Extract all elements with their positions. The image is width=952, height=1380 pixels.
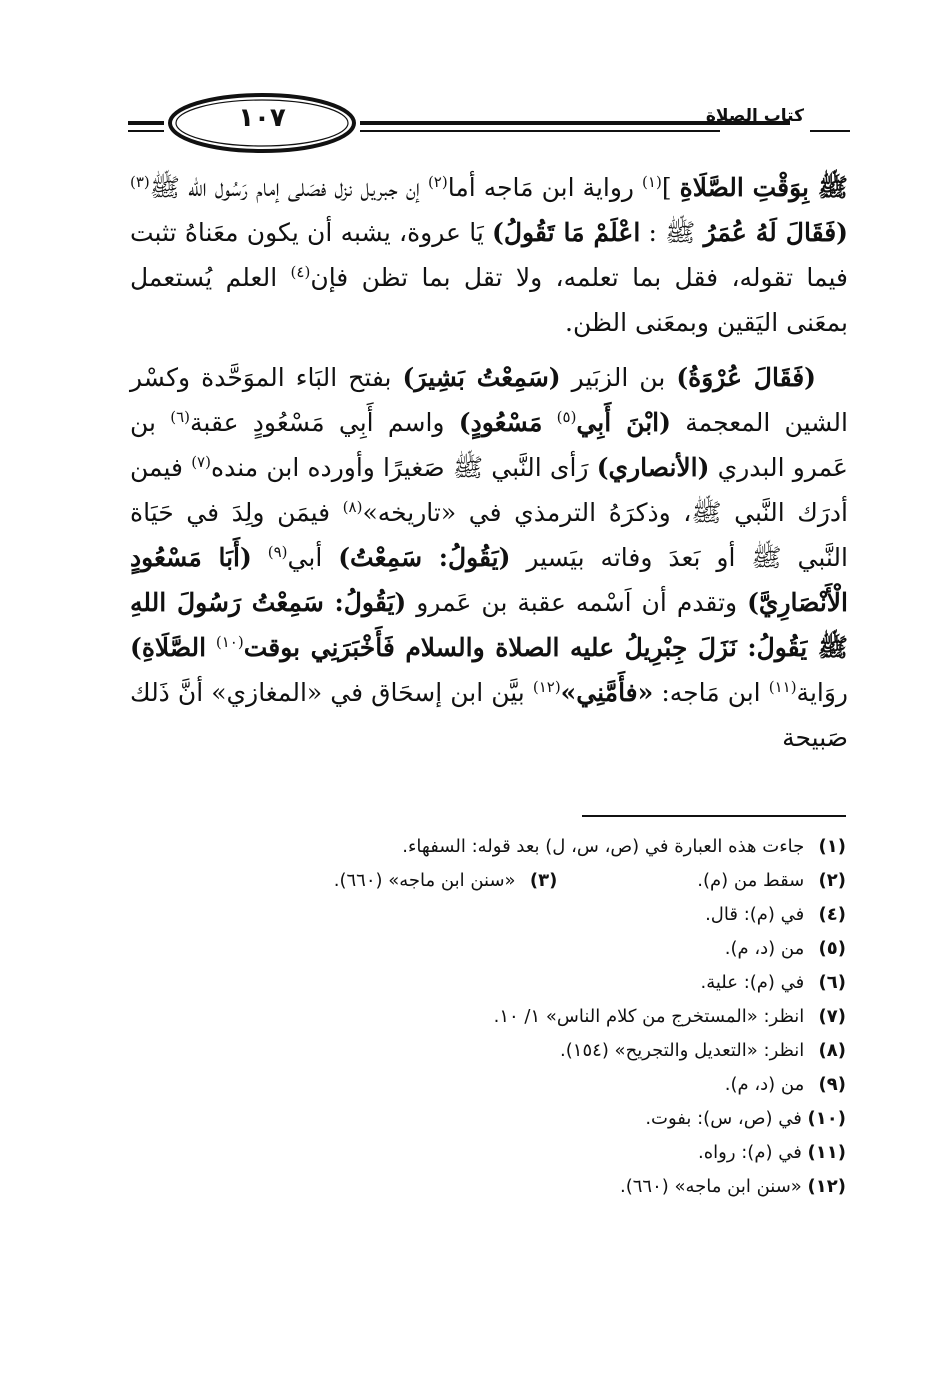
footnote-text: «سنن ابن ماجه» (٦٦٠). xyxy=(333,870,522,891)
footnote-separator xyxy=(582,815,846,817)
text-run: فيمَن ولِدَ في حَيَاة النَّبي ﷺ أو بَعدَ وفاته بيَسير xyxy=(130,498,848,572)
bold-text-run: «فأَمَّنِي» xyxy=(560,678,654,707)
header-rule-thin xyxy=(360,130,720,132)
footnote-number: (٩) xyxy=(818,1074,846,1095)
bold-text-run: (أَبَا مَسْعُودٍ الْأَنْصَارِيَّ) xyxy=(130,543,848,617)
header-rule-left-thin xyxy=(128,130,164,132)
footnote-text: من (د، م). xyxy=(724,938,810,959)
bold-text-run: ﷺ بِوَقْتِ الصَّلَاةِ xyxy=(679,173,848,202)
footnote-ref: (١١) xyxy=(768,678,797,696)
bold-text-run: الصَّلَاةِ) xyxy=(130,633,207,662)
text-run xyxy=(252,543,268,572)
footnote-text: في (م): علية. xyxy=(700,972,810,993)
header-rule-right-thin xyxy=(810,130,850,132)
text-run: ﷺ : xyxy=(640,218,704,247)
footnote-number: (٦) xyxy=(818,972,846,993)
text-run: بيَّن ابن إسحَاق في «المغازي» أنَّ ذَلك صَبيحة xyxy=(130,678,848,752)
bold-text-run: (ابْنَ أَبِي xyxy=(576,408,671,437)
footnote-number: (٨) xyxy=(818,1040,846,1061)
footnote-text: في (م): رواه. xyxy=(697,1142,808,1163)
running-title: كتاب الصلاة xyxy=(705,106,804,126)
text-run xyxy=(542,408,556,437)
footnote-item xyxy=(226,1170,846,1204)
footnote-item xyxy=(226,1000,846,1034)
text-run xyxy=(206,633,216,662)
footnote-text: سقط من (م). xyxy=(697,870,810,891)
text-run: وتقدم أن اَسْمه عقبة بن عَمرو xyxy=(406,588,748,617)
footnote-number: (١) xyxy=(818,836,846,857)
text-run: ابن مَاجه: xyxy=(653,678,769,707)
footnote-ref: (٨) xyxy=(342,498,363,516)
text-run: بن عَمرو البدري xyxy=(130,408,848,482)
footnote-text: من (د، م). xyxy=(724,1074,810,1095)
footnote-item xyxy=(226,1034,846,1068)
footnote-item xyxy=(226,1102,846,1136)
footnote-ref: (٤) xyxy=(290,263,311,281)
footnote-number: (٧) xyxy=(818,1006,846,1027)
text-run: أبي xyxy=(287,543,339,572)
footnote-ref: (٦) xyxy=(170,408,191,426)
bold-text-run: (يَقُولُ: سَمِعْتُ) xyxy=(338,543,511,572)
footnote-text: جاءت هذه العبارة في (ص، س، ل) بعد قوله: السفهاء. xyxy=(402,836,810,857)
text-run: رواية ابن مَاجه أما xyxy=(447,173,643,202)
footnote-number: (٤) xyxy=(818,904,846,925)
bold-text-run: (الأنصاري) xyxy=(596,453,710,482)
paragraph xyxy=(130,165,848,345)
bold-text-run: (فَقَالَ عُرْوَةُ) xyxy=(676,363,817,392)
footnote-text: «سنن ابن ماجه» (٦٦٠). xyxy=(620,1176,808,1197)
page-number: ١٠٧ xyxy=(238,103,286,133)
footnote-number: (٥) xyxy=(818,938,846,959)
footnote-text: انظر: «المستخرج من كلام الناس» ١/ ١٠. xyxy=(493,1006,810,1027)
footnote-item xyxy=(226,1136,846,1170)
main-text xyxy=(130,165,848,760)
footnote-item xyxy=(226,898,846,932)
text-run: فيمن أدرَك النَّبي ﷺ، وذكرَهُ الترمذي في «تاريخه» xyxy=(130,453,848,527)
text-run: يَا عروة، يشبه أن يكون معَناهُ تثبت فيما تقوله، فقل بما تعلمه، ولا تقل بما تظن فإن xyxy=(130,218,848,292)
text-run: روَاية xyxy=(796,678,848,707)
footnote-item xyxy=(226,1068,846,1102)
footnote-text: في (ص، س): بفوت. xyxy=(645,1108,808,1129)
footnote-ref: (١٢) xyxy=(532,678,561,696)
footnote-number: (٣) xyxy=(529,870,558,891)
text-run: إن جبريل نزل فصَلى إمام رَسُول الله ﷺ xyxy=(149,173,428,202)
footnote-number: (١١) xyxy=(807,1142,846,1163)
footnote-ref: (٥) xyxy=(556,408,577,426)
footnote-item xyxy=(226,830,846,864)
footnotes xyxy=(226,830,846,1204)
text-run: ] xyxy=(661,173,680,202)
bold-text-run: (سَمِعْتُ بَشِيرَ) xyxy=(402,363,561,392)
text-run: واسم أَبِي مَسْعُودٍ عقبة xyxy=(190,408,459,437)
bold-text-run: اعْلَمْ مَا تَقُولُ) xyxy=(492,218,641,247)
footnote-number: (١٠) xyxy=(807,1108,846,1129)
footnote-text: في (م): قال. xyxy=(705,904,810,925)
footnote-item xyxy=(226,864,846,898)
paragraph xyxy=(130,355,848,760)
text-run: بفتح البَاء الموَحَّدة وكسْر الشين المعجمة xyxy=(130,363,848,437)
footnote-ref: (٣) xyxy=(130,173,150,191)
footnote-ref: (١) xyxy=(642,173,662,191)
footnote-ref: (٩) xyxy=(267,543,288,561)
header-rule-left-thick xyxy=(128,121,164,125)
text-run: رَأى النَّبي ﷺ صَغيرًا وأورده ابن منده xyxy=(210,453,597,482)
footnote-ref: (٢) xyxy=(427,173,448,191)
footnote-ref: (١٠) xyxy=(215,633,244,651)
footnote-item xyxy=(226,932,846,966)
footnote-ref: (٧) xyxy=(191,453,211,471)
bold-text-run: (يَقُولُ: سَمِعْتُ رَسُولَ اللهِ ﷺ يَقُولُ: نَزَلَ جِبْرِيلُ عليه الصلاة والسلام فَأَخْبَرَنِي بوقت xyxy=(130,588,848,662)
footnote-item xyxy=(226,966,846,1000)
footnote-number: (٢) xyxy=(818,870,846,891)
footnote-text: انظر: «التعديل والتجريح» (١٥٤). xyxy=(560,1040,810,1061)
text-run: بن الزبَير xyxy=(560,363,677,392)
bold-text-run: مَسْعُودٍ) xyxy=(458,408,543,437)
text-run: العلم يُستعمل بمعَنى اليَقين وبمعَنى الظن. xyxy=(130,263,848,337)
page-header xyxy=(128,88,850,158)
footnote-number: (١٢) xyxy=(807,1176,846,1197)
bold-text-run: (فَقَالَ لَهُ عُمَرُ xyxy=(703,218,848,247)
